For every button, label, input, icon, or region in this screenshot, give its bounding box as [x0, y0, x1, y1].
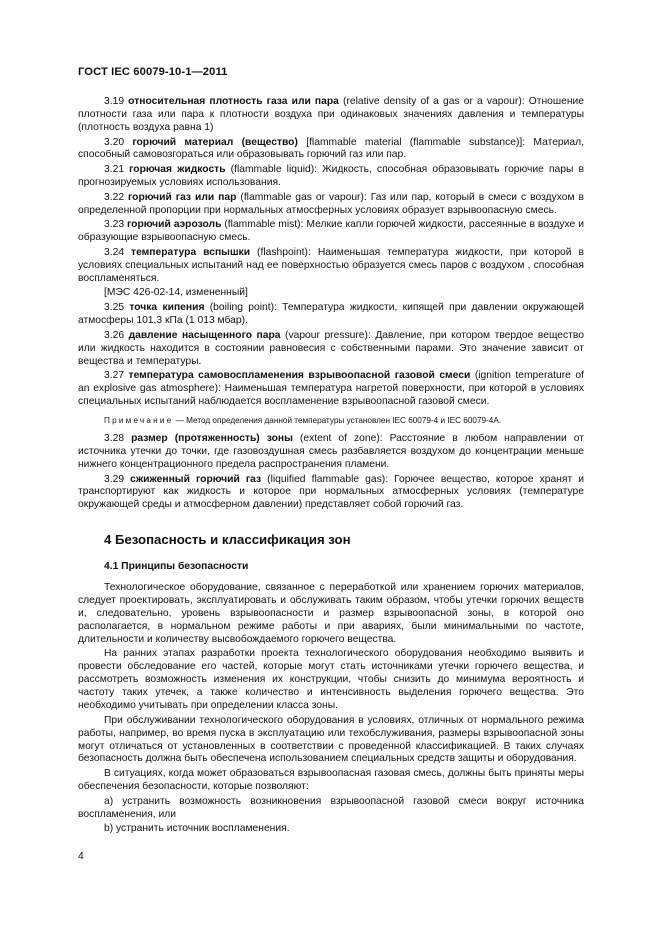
note-label: Примечание — [104, 416, 174, 426]
definition-term: точка кипения — [129, 302, 205, 314]
definition-number: 3.20 — [104, 136, 125, 148]
definition-3-25 — [78, 302, 584, 328]
definition-number: 3.19 — [104, 96, 125, 107]
definition-text: (extent of zone): Расстояние в любом направлении от источника утечки до точки, где газовоздушная смесь разбавляется воздухом до концентрации меньше нижнего концентрационного предела распространения пламени. — [78, 433, 584, 470]
page-content — [78, 96, 584, 838]
note-text: — Метод определения данной температуры установлен IEC 60079-4 и IEC 60079-4A. — [173, 416, 502, 426]
definition-text: (flammable mist): Мелкие капли горючей жидкости, рассеянные в воздухе и образующие взрывоопасную смесь. — [78, 219, 584, 244]
definition-text: (vapour pressure): Давление, при котором твердое вещество или жидкость находится в состоянии равновесия с собственными парами. Это значение зависит от вещества и температуры. — [78, 329, 584, 367]
definition-term: температура вспышки — [131, 246, 251, 258]
definition-3-20 — [78, 137, 584, 163]
document-header: ГОСТ IEC 60079-10-1—2011 — [78, 66, 228, 78]
definition-number: 3.25 — [104, 302, 125, 314]
definition-text: (flammable gas or vapour): Газ или пар, который в смеси с воздухом в определенной пропорции при нормальных атмосферных условиях образует взрывоопасную смесь. — [78, 191, 584, 216]
definition-3-21 — [78, 164, 584, 190]
definition-3-28 — [78, 433, 584, 472]
definition-term: горючий аэрозоль — [127, 219, 222, 231]
definition-number: 3.21 — [104, 164, 125, 176]
note — [78, 415, 584, 426]
paragraph: Технологическое оборудование, связанное с переработкой или хранением горючих материалов, следует проектировать, эксплуатировать и обслуживать таким образом, чтобы утечки горючих веществ и, следовательно, уровень взрывоопасности и размер взрывоопасной зоны, в которой оно располагается, в нормальном режиме работы и при авариях, были минимальными по частоте, длительности и количеству высвобождаемого горючего вещества. — [78, 582, 584, 645]
definition-term: размер (протяженность) зоны — [131, 433, 293, 445]
mec-reference: [МЭС 426-02-14, измененный] — [104, 287, 248, 299]
definition-number: 3.28 — [104, 433, 125, 445]
definition-term: давление насыщенного пара — [128, 329, 281, 341]
definition-text: (boiling point): Температура жидкости, кипящей при давлении окружающей атмосферы 101,3 кПа (1 013 мбар). — [78, 302, 584, 327]
definition-3-22 — [78, 192, 584, 218]
definition-3-19 — [78, 96, 584, 135]
definition-3-27 — [78, 370, 584, 409]
paragraph: В ситуациях, когда может образоваться взрывоопасная газовая смесь, должны быть приняты меры обеспечения безопасности, которые позволяют: — [78, 768, 584, 793]
subsection-heading: 4.1 Принципы безопасности — [104, 561, 249, 573]
definitions-block-3 — [78, 433, 584, 512]
definition-number: 3.23 — [104, 219, 125, 231]
definition-text: (liquified flammable gas): Горючее вещество, которое хранят и транспортируют как жидкость и которое при нормальных атмосферных условиях (температуре окружающей среды и атмосферном давлении) представляет собой горючий газ. — [78, 473, 584, 511]
definition-term: горючая жидкость — [129, 164, 226, 176]
section-heading: 4 Безопасность и классификация зон — [104, 532, 351, 548]
definition-3-24 — [78, 247, 584, 286]
definition-text: (relative density of a gas or a vapour): Отношение плотности газа или пара к плотности воздуха при одинаковых значениях давления и температуры (плотность воздуха равна 1) — [78, 96, 585, 133]
definition-number: 3.26 — [104, 329, 125, 341]
definition-text: (flammable liquid): Жидкость, способная образовывать горючие пары в прогнозируемых условиях использования. — [78, 164, 584, 189]
definitions-block-2 — [78, 302, 584, 409]
definition-term: сжиженный горючий газ — [130, 473, 262, 485]
definition-term: температура самовоспламенения взрывоопасной газовой смеси — [128, 370, 471, 382]
section-paragraphs — [78, 582, 584, 836]
list-item: a) устранить возможность возникновения взрывоопасной газовой смеси вокруг источника воспламенения, или — [78, 795, 584, 820]
definition-number: 3.29 — [104, 473, 125, 485]
definitions-block-1 — [78, 96, 584, 286]
list-item: b) устранить источник воспламенения. — [104, 823, 290, 835]
definition-text: (flashpoint): Наименьшая температура жидкости, при которой в условиях специальных испытаний над ее поверхностью образуется смесь паров с воздухом , способная воспламеняться. — [78, 246, 584, 284]
definition-text: (ignition temperature of an explosive gas atmosphere): Наименьшая температура нагретой поверхности, при которой в условиях специальных испытаний наблюдается воспламенение взрывоопасной газовой смеси. — [78, 370, 584, 408]
definition-number: 3.24 — [104, 246, 125, 258]
paragraph: На ранних этапах разработки проекта технологического оборудования необходимо выявить и провести обследование его частей, которые могут стать источниками утечки горючего вещества, и рассмотреть возможность изменения их конструкции, чтобы снизить до минимума вероятность и частоту таких утечек, а также количество и интенсивность выделения горючего вещества. Это необходимо учитывать при определении класса зоны. — [78, 648, 584, 712]
definition-term: горючий газ или пар — [128, 191, 237, 203]
definition-term: относительная плотность газа или пара — [128, 96, 339, 107]
definition-3-23 — [78, 219, 584, 245]
definition-3-26 — [78, 330, 584, 369]
paragraph: При обслуживании технологического оборудования в условиях, отличных от нормального режима работы, например, во время пуска в эксплуатацию или техобслуживания, размеры взрывоопасной зоны могут отличаться от установленных в соответствии с проведенной классификацией. В таких случаях безопасность должна быть обеспечена использованием специальных средств защиты и оборудования. — [78, 714, 584, 765]
definition-term: горючий материал (вещество) — [132, 136, 298, 148]
page-number: 4 — [78, 851, 84, 862]
definition-3-29 — [78, 474, 584, 513]
definition-number: 3.27 — [104, 370, 125, 382]
definition-number: 3.22 — [104, 191, 125, 203]
definition-text: [flammable material (flammable substance)]: Материал, способный самовозгораться или образовывать горючий газ или пар. — [78, 136, 584, 161]
